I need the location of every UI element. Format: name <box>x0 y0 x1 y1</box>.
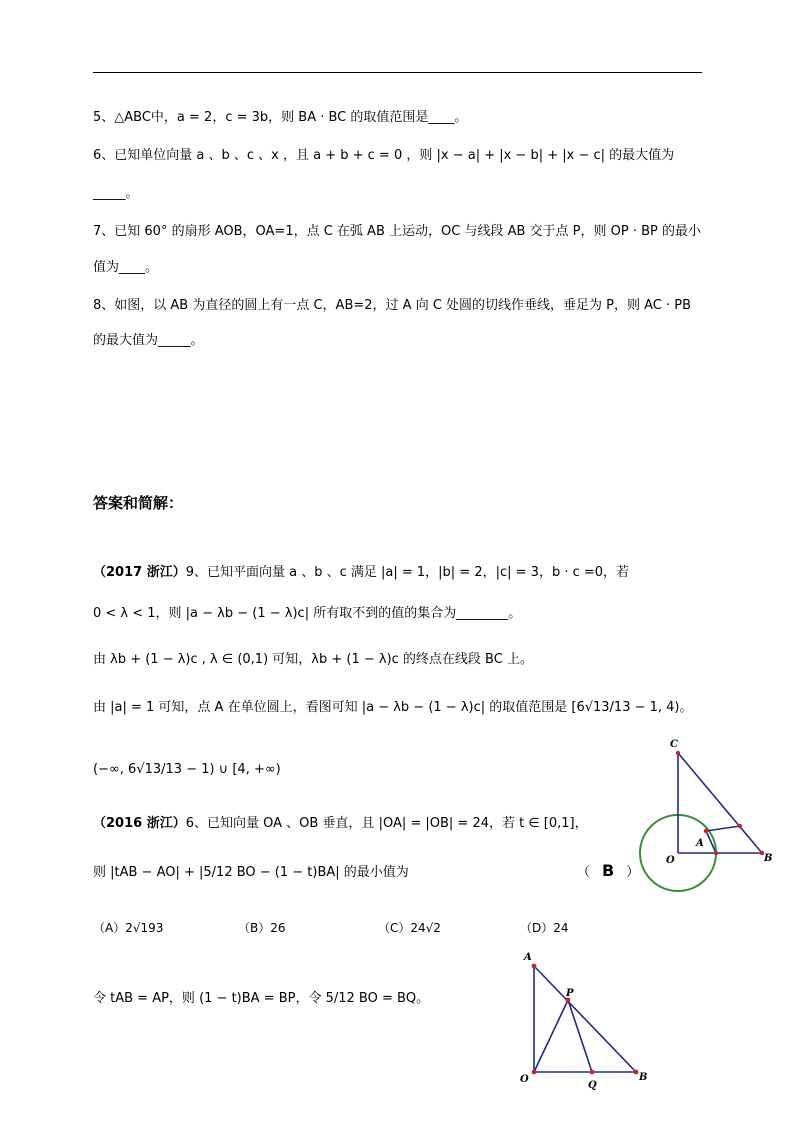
triangle-lines <box>678 753 762 853</box>
question-9-solution-1: 由 λb + (1 − λ)c , λ ∈ (0,1) 可知，λb + (1 − λ)c 的终点在线段 BC 上。 <box>93 652 533 667</box>
problem-8-line2: 的最大值为_____。 <box>93 333 204 348</box>
point-c <box>676 751 680 755</box>
question-9-result: (−∞, 6√13/13 − 1) ∪ [4, +∞) <box>93 762 281 777</box>
header-rule <box>93 72 702 73</box>
point-on-bc <box>738 824 742 828</box>
point-a <box>704 829 708 833</box>
question-9-line1 <box>93 563 629 583</box>
question-9-solution-2: 由 |a| = 1 可知，点 A 在单位圆上，看图可知 |a − λb − (1 − λ)c| 的取值范围是 [6√13/13 − 1, 4)。 <box>93 700 693 715</box>
segment-a-bc <box>706 826 740 831</box>
label-q: Q <box>588 1080 597 1091</box>
label-a: A <box>696 838 704 849</box>
problem-5: 5、△ABC中，a = 2，c = 3b，则 BA · BC 的取值范围是____。 <box>93 110 468 125</box>
label-o: O <box>520 1074 529 1085</box>
question-6-tag: （2016 浙江） <box>93 816 186 831</box>
label-c: C <box>670 739 678 750</box>
question-6-line1 <box>93 814 588 834</box>
label-p: P <box>566 988 574 999</box>
choice-c: （C）24√2 <box>378 921 441 935</box>
label-a: A <box>524 952 532 963</box>
label-o: O <box>666 855 675 866</box>
point-o <box>532 1070 537 1075</box>
segment-pq <box>568 1000 592 1072</box>
answers-heading: 答案和简解： <box>93 494 184 512</box>
question-6-text: 6、已知向量 OA 、OB 垂直，且 |OA| = |OB| = 24，若 t ∈ [0,1]， <box>185 816 588 831</box>
problem-7-line2: 值为____。 <box>93 260 159 275</box>
answer-letter: B <box>602 861 615 880</box>
point-b <box>634 1070 639 1075</box>
question-6-answer: （ B ） <box>577 861 640 880</box>
question-6-line2: 则 |tAB − AO| + |5/12 BO − (1 − t)BA| 的最小值为 <box>93 865 409 880</box>
segment-op <box>534 1000 568 1072</box>
question-6-solution: 令 tAB = AP，则 (1 − t)BA = BP，令 5/12 BO = BQ。 <box>93 991 430 1006</box>
question-9-line2: 0 < λ < 1，则 |a − λb − (1 − λ)c| 所有取不到的值的集合为________。 <box>93 606 522 621</box>
point-q <box>590 1070 595 1075</box>
question-9-tag: （2017 浙江） <box>93 565 186 580</box>
point-on-ob <box>714 851 718 855</box>
choice-b: （B）26 <box>238 921 286 935</box>
segment-ab <box>534 966 636 1072</box>
figure-circle-triangle <box>630 735 780 895</box>
segment-cb <box>678 753 762 853</box>
problem-8-line1: 8、如图，以 AB 为直径的圆上有一点 C，AB=2，过 A 向 C 处圆的切线作垂线，垂足为 P，则 AC · PB <box>93 298 692 313</box>
choice-d: （D）24 <box>520 921 569 935</box>
label-b: B <box>639 1072 648 1083</box>
problem-7-line1: 7、已知 60° 的扇形 AOB，OA=1，点 C 在弧 AB 上运动，OC 与线段 AB 交于点 P，则 OP · BP 的最小 <box>93 224 701 239</box>
triangle2-lines <box>534 966 636 1072</box>
label-b: B <box>764 853 773 864</box>
problem-6-line1: 6、已知单位向量 a 、b 、c 、x ，且 a + b + c = 0 ，则 |x − a| + |x − b| + |x − c| 的最大值为 <box>93 148 675 163</box>
choice-a: （A）2√193 <box>93 921 164 935</box>
figure-triangle-pq <box>508 948 658 1098</box>
question-9-text: 9、已知平面向量 a 、b 、c 满足 |a| = 1，|b| = 2，|c| = 3，b · c =0，若 <box>185 565 630 580</box>
point-a <box>532 964 537 969</box>
problem-6-line2: _____。 <box>93 186 139 201</box>
